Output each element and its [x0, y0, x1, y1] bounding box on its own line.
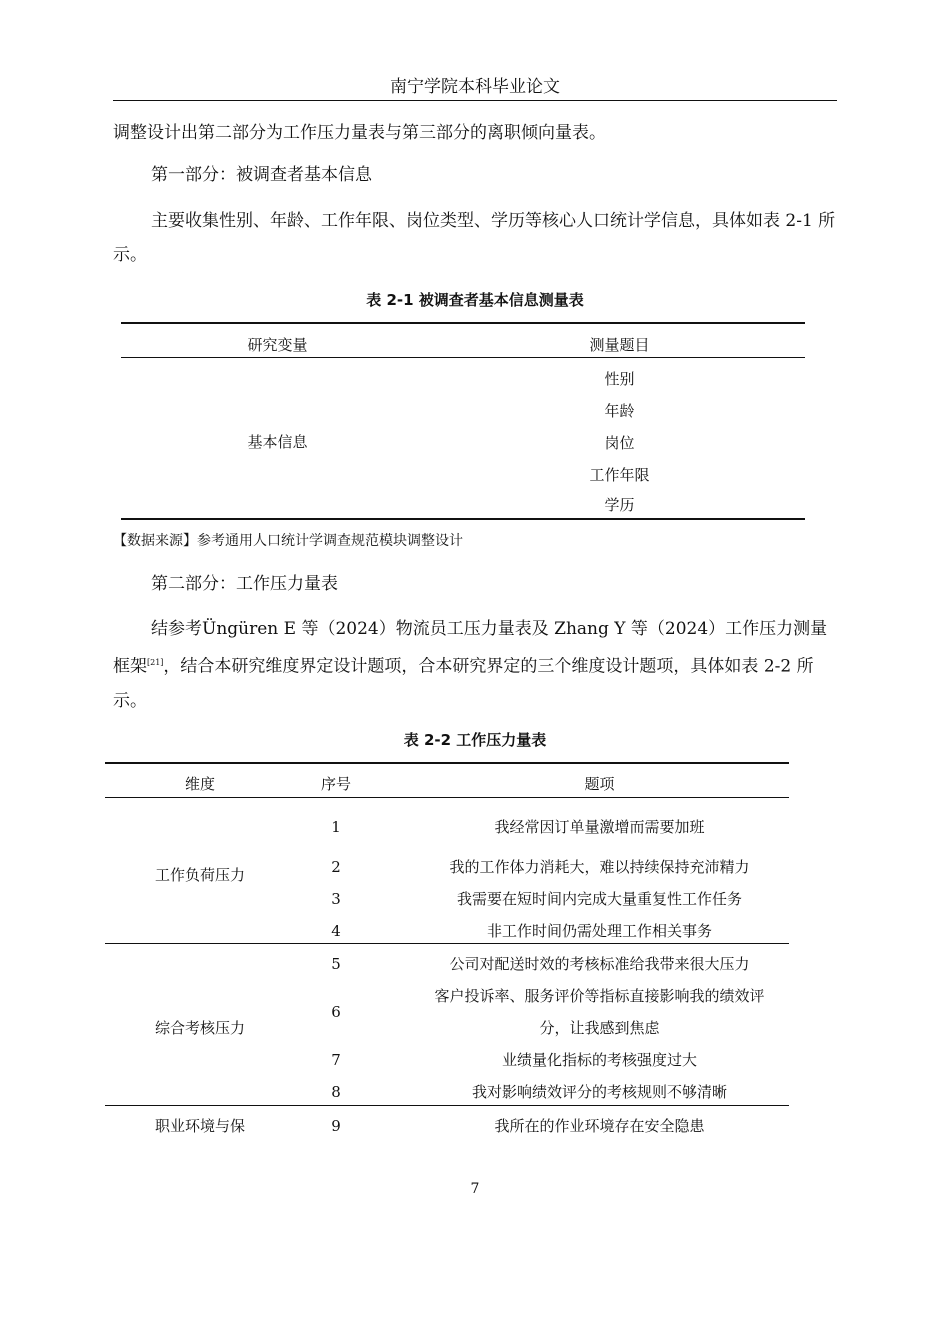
table-1-item: 岗位 — [604, 434, 635, 452]
paragraph-5: 结参考Üngüren E 等（2024）物流员工压力量表及 Zhang Y 等（2024）工作压力测量框架[21]，结合本研究维度界定设计题项，合本研究界定的三个维度设计题项，具体如表 2-2 所示。 — [113, 619, 828, 711]
paragraph-3: 主要收集性别、年龄、工作年限、岗位类型、学历等核心人口统计学信息，具体如表 2-1 所示。 — [113, 211, 836, 265]
table-2-top-rule — [105, 762, 789, 764]
table-2-row-number: 9 — [331, 1117, 341, 1135]
table-2-row-item: 我经常因订单量激增而需要加班 — [494, 818, 705, 836]
table-2-row-item: 我所在的作业环境存在安全隐患 — [494, 1117, 705, 1135]
table-1-item: 学历 — [604, 496, 635, 514]
table-2-row-item-line: 客户投诉率、服务评价等指标直接影响我的绩效评 — [434, 987, 765, 1005]
table-2-header-dimension: 维度 — [184, 775, 215, 793]
table-2-row-item-line: 分，让我感到焦虑 — [539, 1019, 660, 1037]
table-1-caption: 表 2-1 被调查者基本信息测量表 — [366, 291, 584, 309]
table-2-row-number: 5 — [331, 955, 341, 973]
table-2-row-item: 业绩量化指标的考核强度过大 — [501, 1051, 697, 1069]
table-2-dimension-cell: 工作负荷压力 — [154, 866, 245, 884]
table-1-bottom-rule — [121, 518, 805, 520]
table-2-row-number: 4 — [331, 922, 341, 940]
table-1-top-rule — [121, 322, 805, 324]
table-2-row-number: 6 — [331, 1003, 341, 1021]
table-2-row-number: 3 — [331, 890, 341, 908]
table-2-row-item: 我对影响绩效评分的考核规则不够清晰 — [471, 1083, 727, 1101]
table-1-header-variable: 研究变量 — [247, 336, 308, 354]
table-2-dimension-cell: 综合考核压力 — [154, 1019, 245, 1037]
table-1-header-rule — [121, 357, 805, 358]
table-1-source-note: 【数据来源】参考通用人口统计学调查规范模块调整设计 — [113, 533, 463, 549]
section-title-part-two: 第二部分：工作压力量表 — [151, 574, 338, 594]
table-2-header-rule — [105, 797, 789, 798]
table-1-item: 性别 — [604, 370, 635, 388]
table-2-row-item: 我需要在短时间内完成大量重复性工作任务 — [456, 890, 742, 908]
table-1-variable-cell: 基本信息 — [247, 433, 308, 451]
table-2-row-number: 1 — [331, 818, 341, 836]
page-number: 7 — [470, 1181, 480, 1197]
table-2-row-item: 非工作时间仍需处理工作相关事务 — [486, 922, 712, 940]
table-2-group-rule — [105, 943, 789, 944]
table-2-group-rule — [105, 1105, 789, 1106]
table-1-header-items: 测量题目 — [589, 336, 650, 354]
table-2-row-item: 我的工作体力消耗大，难以持续保持充沛精力 — [449, 858, 750, 876]
table-2-header-item: 题项 — [584, 775, 615, 793]
section-title-part-one: 第一部分：被调查者基本信息 — [151, 165, 372, 185]
citation-ref: [21] — [147, 658, 164, 667]
table-1-item: 工作年限 — [589, 466, 650, 484]
table-2-row-number: 8 — [331, 1083, 341, 1101]
header-rule — [113, 100, 837, 101]
table-2-caption: 表 2-2 工作压力量表 — [403, 731, 547, 749]
table-2-row-item: 公司对配送时效的考核标准给我带来很大压力 — [449, 955, 750, 973]
running-header: 南宁学院本科毕业论文 — [390, 77, 560, 97]
table-2-row-number: 7 — [331, 1051, 341, 1069]
table-2-row-number: 2 — [331, 858, 341, 876]
table-2-dimension-cell: 职业环境与保 — [154, 1117, 245, 1135]
table-1-item: 年龄 — [604, 402, 635, 420]
table-2-header-number: 序号 — [320, 775, 351, 793]
paragraph-1: 调整设计出第二部分为工作压力量表与第三部分的离职倾向量表。 — [113, 123, 606, 143]
